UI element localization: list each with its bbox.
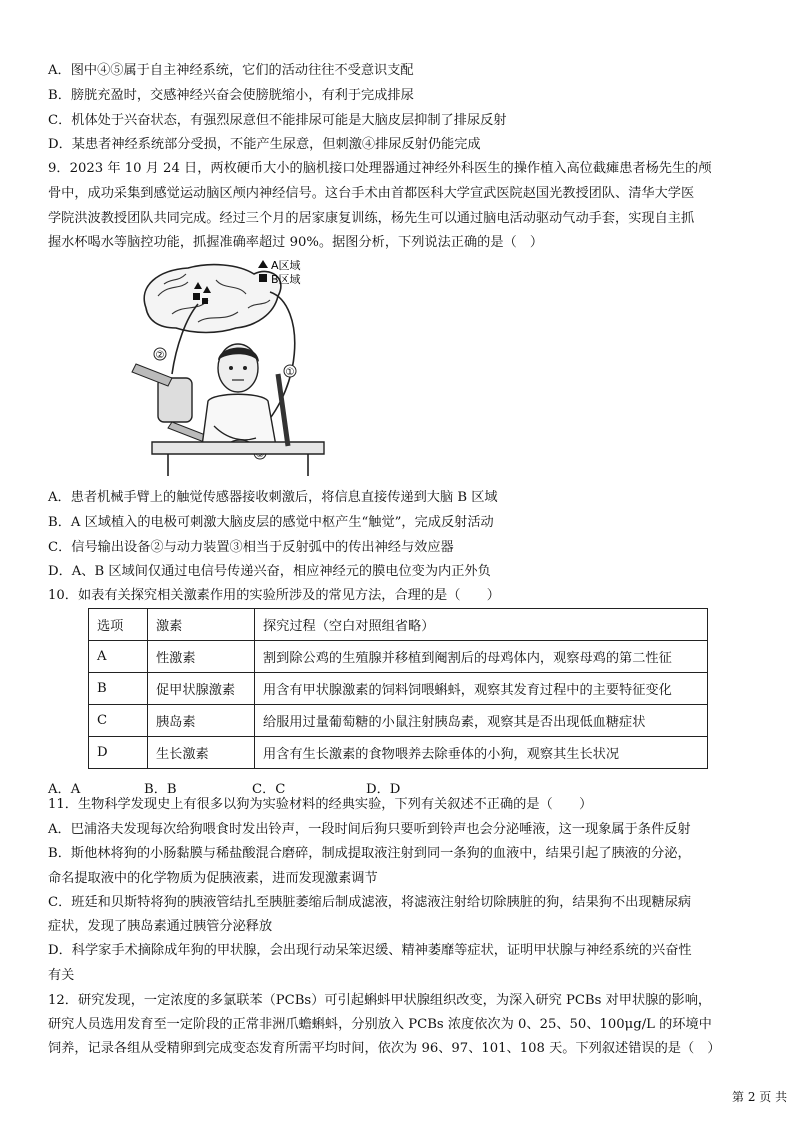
figure-drawing	[128, 256, 378, 481]
table-header-cell: 激素	[148, 609, 255, 641]
table-cell: 给服用过量葡萄糖的小鼠注射胰岛素，观察其是否出现低血糖症状	[255, 705, 708, 737]
table-cell: 性激素	[148, 641, 255, 673]
q11-line: A．巴浦洛夫发现每次给狗喂食时发出铃声，一段时间后狗只要听到铃声也会分泌唾液，这一现象属于条件反射	[48, 822, 691, 837]
table-cell: 用含有生长激素的食物喂养去除垂体的小狗，观察其生长状况	[255, 737, 708, 769]
table-header-row	[89, 609, 708, 641]
q9-stem-line: 学院洪波教授团队共同完成。经过三个月的居家康复训练，杨先生可以通过脑电活动驱动气动手套，实现自主抓	[48, 211, 695, 226]
q9-stem-line: 9．2023 年 10 月 24 日，两枚硬币大小的脑机接口处理器通过神经外科医生的操作植入高位截瘫患者杨先生的颅	[48, 161, 712, 176]
table-cell: A	[89, 641, 148, 673]
hormone-experiment-table	[88, 608, 708, 769]
q11-line: 命名提取液中的化学物质为促胰液素，进而发现激素调节	[48, 871, 378, 886]
q11-line: D．科学家手术摘除成年狗的甲状腺，会出现行动呆笨迟缓、精神萎靡等症状，证明甲状腺与神经系统的兴奋性	[48, 943, 692, 958]
q11-line: C．班廷和贝斯特将狗的胰液管结扎至胰脏萎缩后制成滤液，将滤液注射给切除胰脏的狗，结果狗不出现糖尿病	[48, 895, 692, 910]
q9-stem-line: 握水杯喝水等脑控功能，抓握准确率超过 90%。据图分析，下列说法正确的是（ ）	[48, 235, 544, 250]
q11-line: B．斯他林将狗的小肠黏膜与稀盐酸混合磨碎，制成提取液注射到同一条狗的血液中，结果引起了胰液的分泌，	[48, 846, 691, 861]
region-b-marker	[193, 293, 200, 300]
q12-line: 研究人员选用发育至一定阶段的正常非洲爪蟾蝌蚪，分别放入 PCBs 浓度依次为 0、25、50、100μg/L 的环境中	[48, 1017, 712, 1032]
chair-back	[278, 374, 288, 446]
table-header-cell: 选项	[89, 609, 148, 641]
table-cell: B	[89, 673, 148, 705]
q8-option-b: B．膀胱充盈时，交感神经兴奋会使膀胱缩小，有利于完成排尿	[48, 88, 414, 103]
table-cell: 用含有甲状腺激素的饲料饲喂蝌蚪，观察其发育过程中的主要特征变化	[255, 673, 708, 705]
table-cell: 促甲状腺激素	[148, 673, 255, 705]
legend-b-square	[259, 274, 267, 282]
table-cell: D	[89, 737, 148, 769]
brain-computer-interface-figure	[128, 256, 378, 481]
q11-line: 有关	[48, 968, 75, 983]
q8-option-c: C．机体处于兴奋状态，有强烈尿意但不能排尿可能是大脑皮层抑制了排尿反射	[48, 113, 507, 128]
page-number: 第 2 页 共	[732, 1090, 788, 1104]
q9-option-b: B．A 区域植入的电极可刺激大脑皮层的感觉中枢产生“触觉”，完成反射活动	[48, 515, 494, 530]
label-1: ①	[285, 367, 295, 378]
q9-stem-line: 骨中，成功采集到感觉运动脑区颅内神经信号。这台手术由首都医科大学宣武医院赵国光教授团队、清华大学医	[48, 186, 695, 201]
legend-b-text: B区域	[271, 273, 301, 286]
table-cell: 胰岛素	[148, 705, 255, 737]
q11-line: 症状，发现了胰岛素通过胰管分泌释放	[48, 919, 273, 934]
table-row	[89, 673, 708, 705]
table-row	[89, 737, 708, 769]
q9-option-a: A．患者机械手臂上的触觉传感器接收刺激后，将信息直接传递到大脑 B 区域	[48, 490, 498, 505]
q10-option-a: A．A	[48, 782, 81, 797]
table-cell: 割到除公鸡的生殖腺并移植到阉割后的母鸡体内，观察母鸡的第二性征	[255, 641, 708, 673]
q10-option-d: D．D	[366, 782, 401, 797]
table-row	[89, 705, 708, 737]
q10-stem: 10．如表有关探究相关激素作用的实验所涉及的常见方法，合理的是（ ）	[48, 588, 500, 603]
q12-line: 饲养，记录各组从受精卵到完成变态发育所需平均时间，依次为 96、97、101、108 天。下列叙述错误的是（ ）	[48, 1041, 721, 1056]
table-row	[89, 641, 708, 673]
q9-option-d: D．A、B 区域间仅通过电信号传递兴奋，相应神经元的膜电位变为内正外负	[48, 564, 491, 579]
table-header-cell: 探究过程（空白对照组省略）	[255, 609, 708, 641]
q12-line: 12．研究发现，一定浓度的多氯联苯（PCBs）可引起蝌蚪甲状腺组织改变，为深入研究 PCBs 对甲状腺的影响，	[48, 993, 712, 1008]
q8-option-d: D．某患者神经系统部分受损，不能产生尿意，但刺激④排尿反射仍能完成	[48, 137, 481, 152]
table-cell: 生长激素	[148, 737, 255, 769]
q10-option-c: C．C	[252, 782, 286, 797]
table-top	[152, 442, 324, 454]
legend-a-text: A区域	[271, 259, 301, 272]
q11-stem: 11．生物科学发现史上有很多以狗为实验材料的经典实验，下列有关叙述不正确的是（ ）	[48, 797, 593, 812]
legend-a-triangle	[258, 260, 268, 268]
table-cell: C	[89, 705, 148, 737]
q9-option-c: C．信号输出设备②与动力装置③相当于反射弧中的传出神经与效应器	[48, 540, 454, 555]
patient-body	[202, 394, 276, 446]
q10-option-b: B．B	[144, 782, 177, 797]
label-2: ②	[155, 350, 165, 361]
q8-option-a: A．图中④⑤属于自主神经系统，它们的活动往往不受意识支配	[48, 63, 414, 78]
q10-options	[48, 778, 468, 796]
